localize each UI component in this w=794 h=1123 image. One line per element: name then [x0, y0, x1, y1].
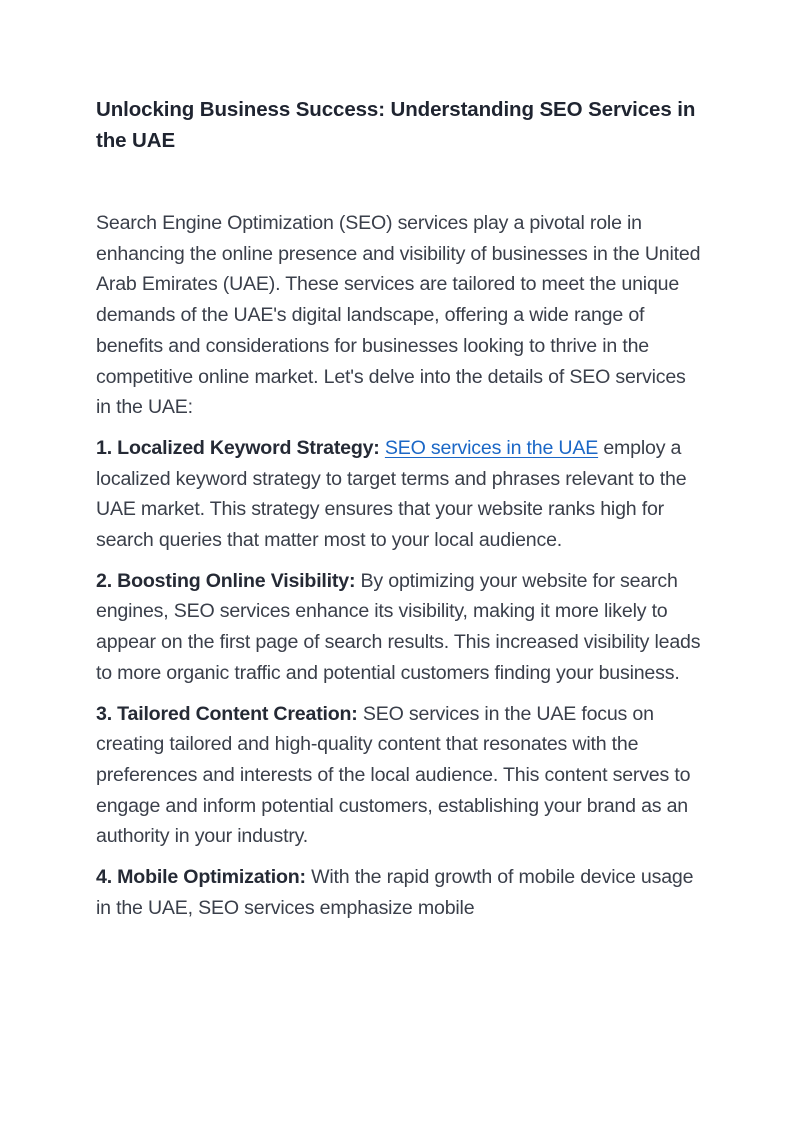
section-text: With the rapid growth of mobile device usage in the UAE, SEO services emphasize mobile	[96, 866, 694, 919]
section-heading: 2. Boosting Online Visibility:	[96, 569, 356, 592]
document-title: Unlocking Business Success: Understanding SEO Services in the UAE	[96, 98, 696, 152]
seo-services-uae-link[interactable]: SEO services in the UAE	[384, 436, 599, 459]
section-heading: 4. Mobile Optimization:	[96, 866, 306, 889]
section-tailored-content-creation	[96, 699, 702, 853]
section-text: SEO services in the UAE focus on creating tailored and high-quality content that resonates with the preferences and interests of the local audience. This content serves to engage and inform potential customers, establishing your brand as an authority in your industry.	[96, 702, 691, 848]
section-mobile-optimization	[96, 862, 702, 923]
section-text: employ a localized keyword strategy to target terms and phrases relevant to the UAE market. This strategy ensures that your website ranks high for search queries that matter most to your local audience.	[96, 436, 687, 552]
section-text: By optimizing your website for search engines, SEO services enhance its visibility, making it more likely to appear on the first page of search results. This increased visibility leads to more organic traffic and potential customers finding your business.	[96, 569, 701, 684]
section-heading: 3. Tailored Content Creation:	[96, 702, 358, 725]
intro-paragraph: Search Engine Optimization (SEO) services play a pivotal role in enhancing the online presence and visibility of businesses in the United Arab Emirates (UAE). These services are tailored to meet the unique demands of the UAE's digital landscape, offering a wide range of benefits and considerations for businesses looking to thrive in the competitive online market. Let's delve into the details of SEO services in the UAE:	[96, 212, 701, 419]
section-heading: 1. Localized Keyword Strategy:	[96, 436, 380, 459]
section-boosting-online-visibility	[96, 566, 702, 689]
section-localized-keyword-strategy	[96, 433, 702, 556]
document-page	[96, 94, 702, 923]
